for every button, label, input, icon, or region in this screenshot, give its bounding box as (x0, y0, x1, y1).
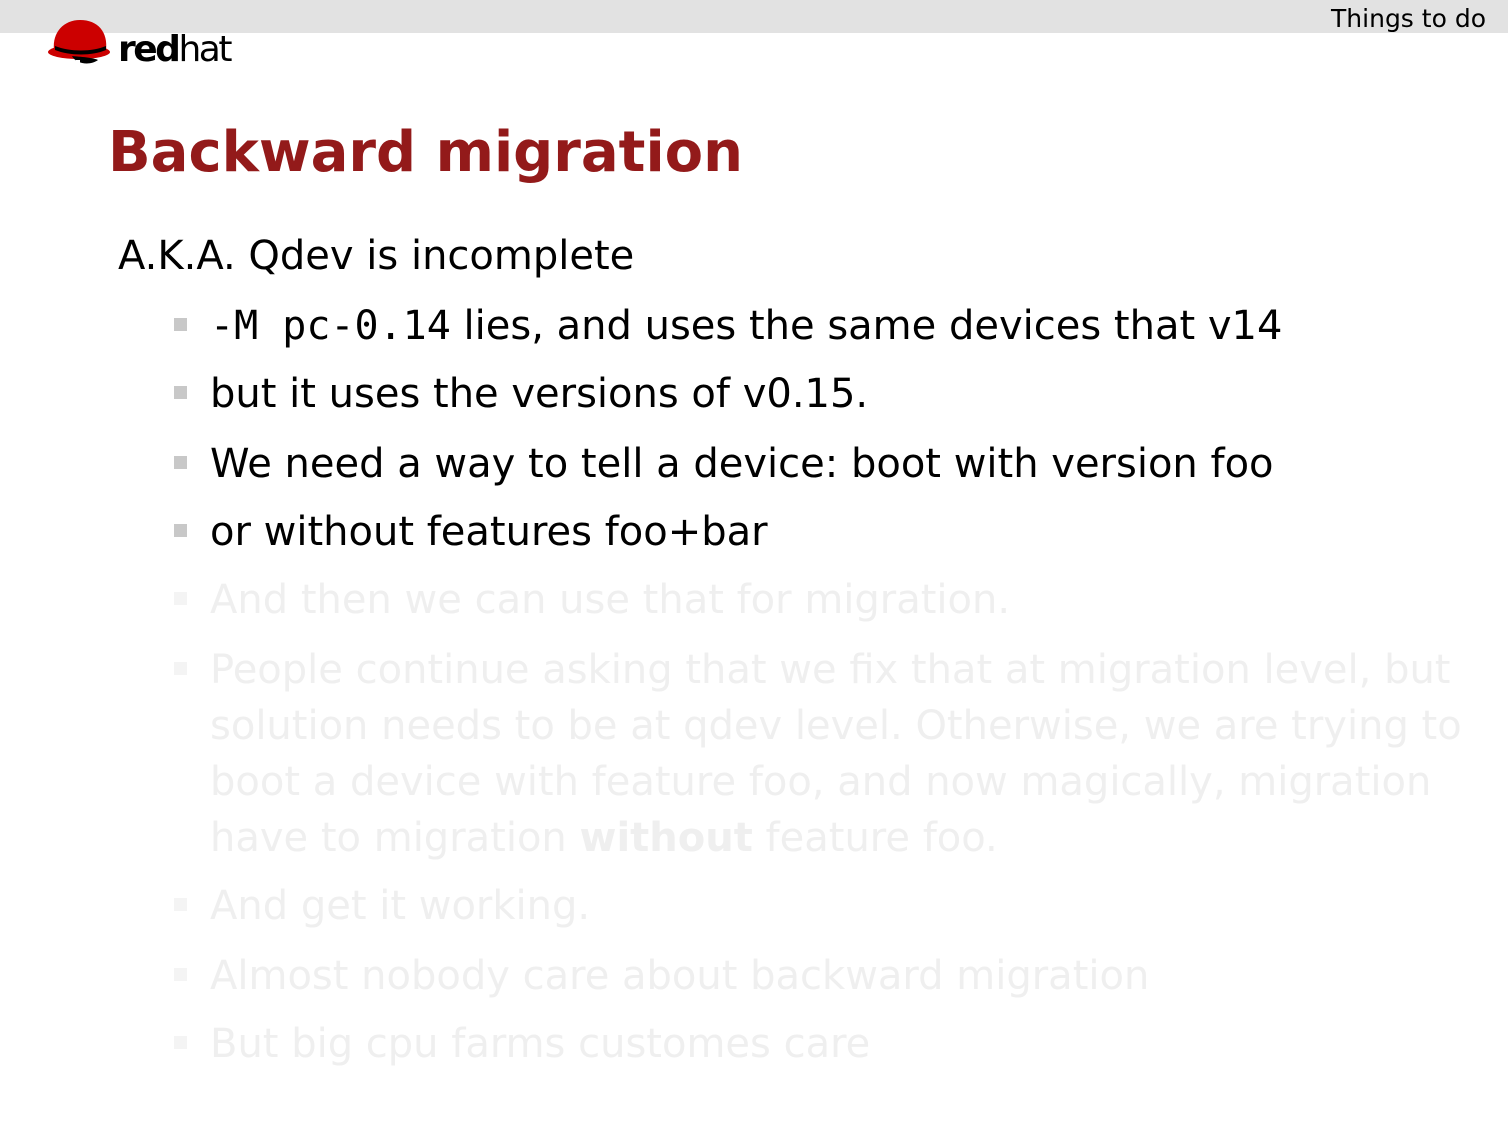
bullet-icon (174, 592, 187, 605)
list-item (210, 366, 868, 422)
list-item (210, 298, 1282, 354)
list-item (210, 436, 1274, 492)
list-item (210, 878, 590, 934)
redhat-shadowman-icon (46, 16, 116, 68)
bullet-icon (174, 968, 187, 981)
list-item-text: But big cpu farms customes care (210, 1021, 871, 1067)
bullet-icon (174, 662, 187, 675)
list-item-text: And then we can use that for migration. (210, 577, 1011, 623)
list-item (210, 1016, 870, 1072)
list-item (210, 504, 768, 560)
paragraph-line: have to migration without feature foo. (210, 815, 998, 861)
intro-text: A.K.A. Qdev is incomplete (118, 233, 635, 279)
bullet-icon (174, 456, 187, 469)
slide-title: Backward migration (108, 120, 743, 185)
bullet-icon (174, 318, 187, 331)
list-item-text: And get it working. (210, 883, 591, 929)
code-snippet: -M pc-0.14 (210, 303, 451, 349)
redhat-logo (46, 16, 246, 72)
list-item (210, 948, 1149, 1004)
list-item-paragraph (210, 642, 1462, 866)
emphasis-text: without (579, 815, 753, 861)
bullet-icon (174, 898, 187, 911)
paragraph-line: boot a device with feature foo, and now magically, migration (210, 759, 1432, 805)
bullet-icon (174, 1036, 187, 1049)
list-item-text: Almost nobody care about backward migration (210, 953, 1150, 999)
list-item-text: We need a way to tell a device: boot with version foo (210, 441, 1274, 487)
list-item-text: lies, and uses the same devices that v14 (450, 303, 1283, 349)
section-title: Things to do (1331, 4, 1486, 33)
list-item (210, 572, 1010, 628)
list-item-text: but it uses the versions of v0.15. (210, 371, 869, 417)
brand-wordmark: redhat (118, 29, 230, 70)
bullet-icon (174, 386, 187, 399)
paragraph-line: People continue asking that we fix that at migration level, but (210, 647, 1451, 693)
paragraph-line: solution needs to be at qdev level. Otherwise, we are trying to (210, 703, 1462, 749)
list-item-text: or without features foo+bar (210, 509, 768, 555)
bullet-icon (174, 524, 187, 537)
